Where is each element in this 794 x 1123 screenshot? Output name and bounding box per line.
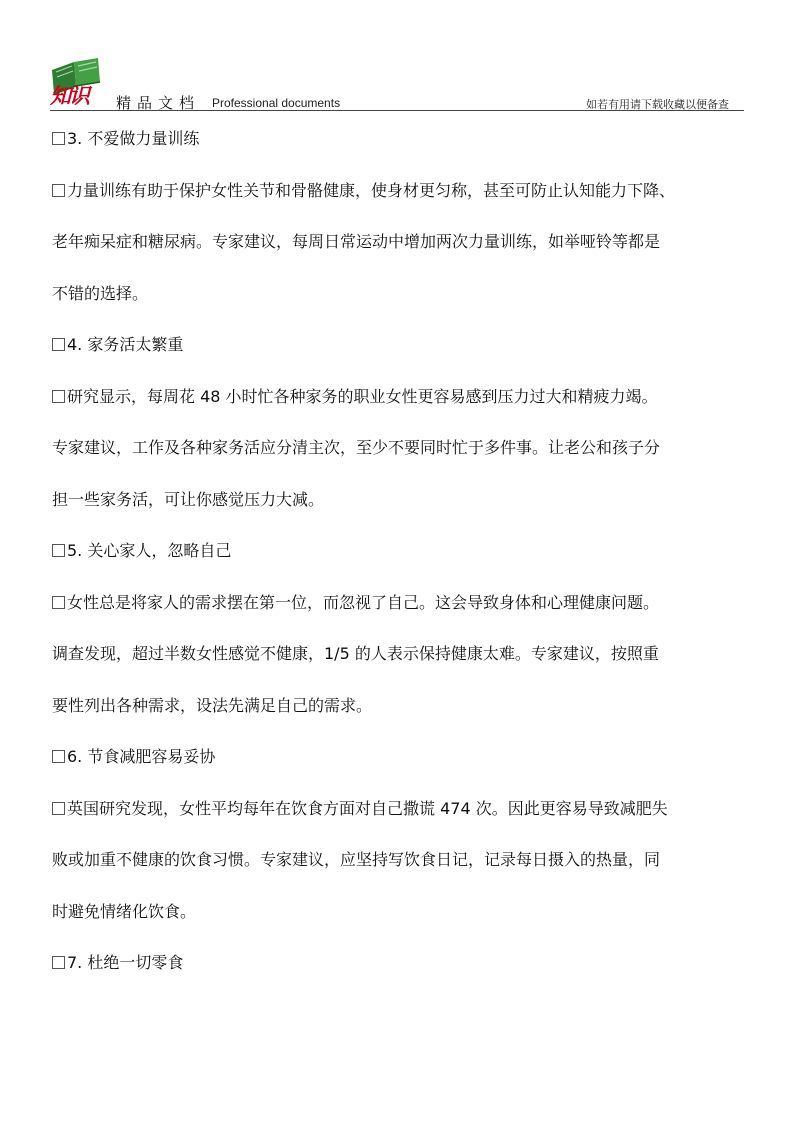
section-heading: 4. 家务活太繁重 bbox=[52, 328, 768, 363]
paragraph-line: 担一些家务活，可让你感觉压力大减。 bbox=[52, 489, 325, 509]
paragraph-line: 研究显示，每周花 48 小时忙各种家务的职业女性更容易感到压力过大和精疲力竭。 bbox=[52, 380, 768, 415]
document-body bbox=[52, 122, 768, 981]
paragraph-line: 女性总是将家人的需求摆在第一位，而忽视了自己。这会导致身体和心理健康问题。 bbox=[52, 586, 768, 621]
brand-subtitle: Professional documents bbox=[212, 96, 341, 110]
paragraph-line: 不错的选择。 bbox=[52, 283, 149, 303]
logo-lettering: 知识 bbox=[50, 83, 88, 108]
brand-title: 精品文档 bbox=[116, 94, 201, 112]
section-heading: 3. 不爱做力量训练 bbox=[52, 122, 768, 157]
section-heading: 5. 关心家人，忽略自己 bbox=[52, 534, 768, 569]
paragraph-line: 调查发现，超过半数女性感觉不健康，1/5 的人表示保持健康太难。专家建议，按照重 bbox=[52, 644, 659, 663]
page-header bbox=[0, 0, 794, 112]
header-note: 如若有用请下载收藏以便备查 bbox=[586, 98, 729, 111]
paragraph-line: 力量训练有助于保护女性关节和骨骼健康，使身材更匀称，甚至可防止认知能力下降、 bbox=[52, 174, 768, 209]
checkbox-glyph-icon bbox=[52, 338, 65, 351]
checkbox-glyph-icon bbox=[52, 184, 65, 197]
paragraph-line: 败或加重不健康的饮食习惯。专家建议，应坚持写饮食日记，记录每日摄入的热量，同 bbox=[52, 850, 661, 869]
paragraph-line: 时避免情绪化饮食。 bbox=[52, 901, 197, 921]
checkbox-glyph-icon bbox=[52, 956, 65, 969]
section-heading: 6. 节食减肥容易妥协 bbox=[52, 740, 768, 775]
paragraph-line: 专家建议，工作及各种家务活应分清主次，至少不要同时忙于多件事。让老公和孩子分 bbox=[52, 438, 661, 457]
section-heading: 7. 杜绝一切零食 bbox=[52, 946, 768, 981]
paragraph-line: 老年痴呆症和糖尿病。专家建议，每周日常运动中增加两次力量训练，如举哑铃等都是 bbox=[52, 232, 661, 251]
header-divider bbox=[50, 110, 744, 111]
checkbox-glyph-icon bbox=[52, 544, 65, 557]
checkbox-glyph-icon bbox=[52, 802, 65, 815]
checkbox-glyph-icon bbox=[52, 596, 65, 609]
checkbox-glyph-icon bbox=[52, 390, 65, 403]
checkbox-glyph-icon bbox=[52, 132, 65, 145]
paragraph-line: 要性列出各种需求，设法先满足自己的需求。 bbox=[52, 695, 373, 715]
paragraph-line: 英国研究发现，女性平均每年在饮食方面对自己撒谎 474 次。因此更容易导致减肥失 bbox=[52, 792, 768, 827]
checkbox-glyph-icon bbox=[52, 750, 65, 763]
